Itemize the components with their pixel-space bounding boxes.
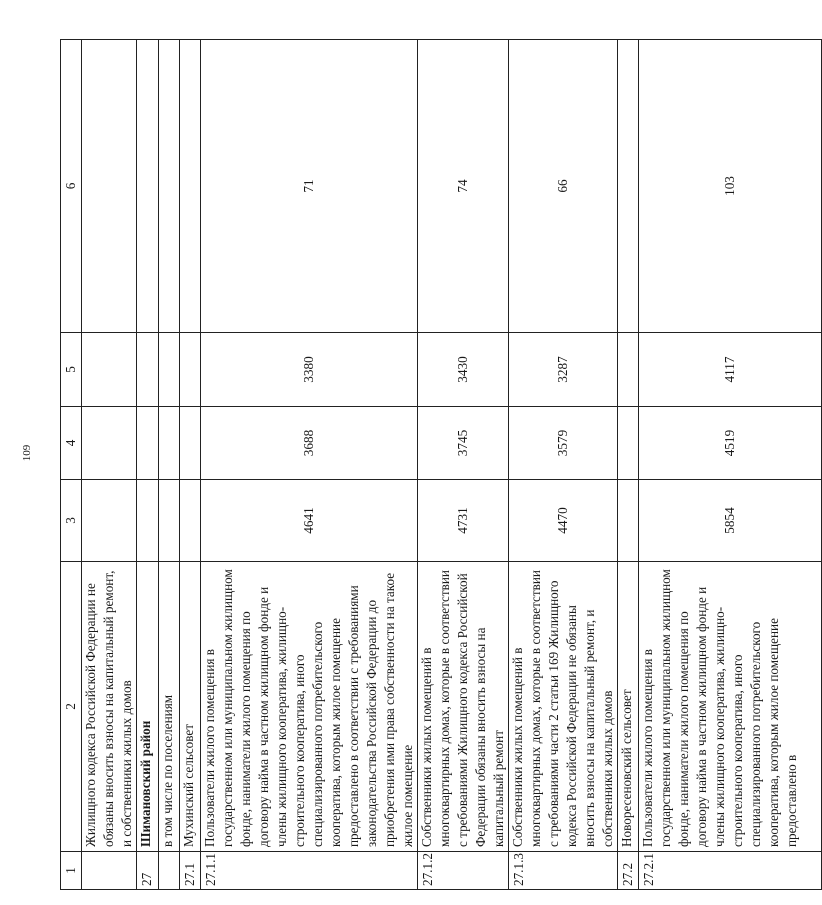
page-number: 109: [21, 444, 33, 462]
row-value-3: [159, 480, 180, 562]
table-row: [82, 40, 137, 890]
row-value-5: [180, 333, 201, 407]
row-value-3: 4470: [509, 480, 618, 562]
table-header-row: [61, 40, 82, 890]
settlement-title: Новоресеновский сельсовет: [618, 562, 639, 852]
row-value-4: [159, 407, 180, 480]
row-value-4: 3688: [201, 407, 418, 480]
table-row: [618, 40, 639, 890]
row-value-6: [137, 40, 159, 333]
header-cell-1: 1: [61, 852, 82, 890]
row-value-4: [180, 407, 201, 480]
table-row: [639, 40, 822, 890]
table-row: [137, 40, 159, 890]
row-value-4: [618, 407, 639, 480]
row-value-3: [180, 480, 201, 562]
row-value-3: 5854: [639, 480, 822, 562]
row-value-4: 3579: [509, 407, 618, 480]
row-value-5: 3430: [418, 333, 509, 407]
row-code: 27.1: [180, 852, 201, 890]
row-code: 27.1.1: [201, 852, 418, 890]
district-title: Шимановский район: [137, 562, 159, 852]
rotated-table-container: [60, 40, 799, 890]
row-value-6: 74: [418, 40, 509, 333]
row-code: 27.2.1: [639, 852, 822, 890]
row-value-3: [137, 480, 159, 562]
table-row: [201, 40, 418, 890]
row-value-6: 66: [509, 40, 618, 333]
row-description: Пользователи жилого помещения в государственном или муниципальном жилищном фонде, наниматели жилого помещения по договору найма в частном жилищном фонде и члены жилищного кооператива, жилищно-строительного кооператива, иного специализированного потребительского кооператива, которым жилое помещение предоставлено в соответствии с требованиями законодательства Российской Федерации до приобретения ими права собственности на такое жилое помещение: [201, 562, 418, 852]
row-value-6: [618, 40, 639, 333]
row-description: в том числе по поселениям: [159, 562, 180, 852]
header-cell-4: 4: [61, 407, 82, 480]
row-value-6: [159, 40, 180, 333]
row-description: Собственники жилых помещений в многоквартирных домах, которые в соответствии с требованиями Жилищного кодекса Российской Федерации обязаны вносить взносы на капитальный ремонт: [418, 562, 509, 852]
row-value-3: 4641: [201, 480, 418, 562]
row-value-4: 4519: [639, 407, 822, 480]
table-row: [159, 40, 180, 890]
table-row: [509, 40, 618, 890]
row-value-3: 4731: [418, 480, 509, 562]
row-description: Пользователи жилого помещения в государственном или муниципальном жилищном фонде, наниматели жилого помещения по договору найма в частном жилищном фонде и члены жилищного кооператива, жилищно-строительного кооператива, иного специализированного потребительского кооператива, которым жилое помещение предоставлено в: [639, 562, 822, 852]
header-cell-5: 5: [61, 333, 82, 407]
row-value-4: [137, 407, 159, 480]
header-cell-3: 3: [61, 480, 82, 562]
header-cell-6: 6: [61, 40, 82, 333]
row-value-5: [618, 333, 639, 407]
row-value-5: 3287: [509, 333, 618, 407]
row-value-6: 71: [201, 40, 418, 333]
row-value-4: [82, 407, 137, 480]
row-value-5: [159, 333, 180, 407]
row-value-6: 103: [639, 40, 822, 333]
table-row: [180, 40, 201, 890]
table-row: [418, 40, 509, 890]
row-value-5: [82, 333, 137, 407]
row-description: Собственники жилых помещений в многоквартирных домах, которые в соответствии с требованиями части 2 статьи 169 Жилищного кодекса Российской Федерации не обязаны вносить взносы на капитальный ремонт, и собственники жилых домов: [509, 562, 618, 852]
header-cell-2: 2: [61, 562, 82, 852]
row-value-6: [180, 40, 201, 333]
row-code: 27: [137, 852, 159, 890]
row-value-5: 4117: [639, 333, 822, 407]
row-value-3: [82, 480, 137, 562]
row-value-4: 3745: [418, 407, 509, 480]
row-code: 27.1.2: [418, 852, 509, 890]
row-value-6: [82, 40, 137, 333]
row-code: 27.2: [618, 852, 639, 890]
row-value-3: [618, 480, 639, 562]
row-description: Жилищного кодекса Российской Федерации не обязаны вносить взносы на капитальный ремонт, и собственники жилых домов: [82, 562, 137, 852]
row-code: [82, 852, 137, 890]
tariff-table: [60, 39, 822, 890]
row-value-5: 3380: [201, 333, 418, 407]
row-code: [159, 852, 180, 890]
row-value-5: [137, 333, 159, 407]
row-code: 27.1.3: [509, 852, 618, 890]
settlement-title: Мухинский сельсовет: [180, 562, 201, 852]
